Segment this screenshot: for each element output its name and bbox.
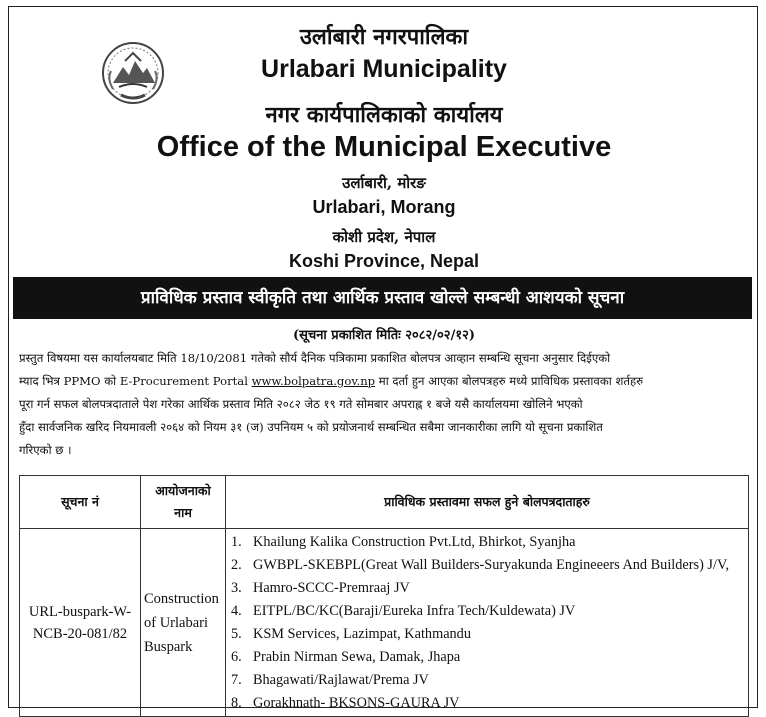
bidder-name: KSM Services, Lazimpat, Kathmandu	[253, 626, 471, 642]
bidder-number: 1.	[231, 534, 242, 550]
notice-no-line-1: URL-buspark-W-	[28, 603, 132, 620]
project-header-line-2: नाम	[174, 505, 192, 520]
list-item	[227, 600, 747, 623]
project-line-1: Construction	[144, 590, 219, 607]
bidders-header: प्राविधिक प्रस्तावमा सफल हुने बोलपत्रदाताहरु	[226, 476, 749, 529]
bidder-name: Hamro-SCCC-Premraaj JV	[253, 580, 410, 596]
body-line-2-end: मा दर्ता हुन आएका बोलपत्रहरु मध्ये प्राविधिक प्रस्तावका शर्तहरु	[375, 374, 644, 388]
notice-no-cell	[20, 529, 141, 717]
body-line-2	[19, 370, 749, 393]
bidder-name: Bhagawati/Rajlawat/Prema JV	[253, 672, 429, 688]
bidder-number: 8.	[231, 695, 242, 711]
list-item	[227, 554, 747, 577]
bidder-number: 2.	[231, 557, 242, 573]
notice-page	[8, 6, 758, 711]
list-item	[227, 577, 747, 600]
location: Urlabari, Morang	[312, 197, 456, 217]
bidders-cell	[226, 529, 749, 717]
bidder-name: Prabin Nirman Sewa, Damak, Jhapa	[253, 649, 461, 665]
bolpatra-portal-link[interactable]: www.bolpatra.gov.np	[251, 374, 376, 388]
municipality-name: Urlabari Municipality	[261, 55, 507, 83]
project-header-line-1: आयोजनाको	[155, 483, 211, 498]
list-item	[227, 692, 747, 715]
municipality-name-nepali: उर्लाबारी नगरपालिका	[299, 24, 469, 50]
list-item	[227, 623, 747, 646]
province-nepali: कोशी प्रदेश, नेपाल	[332, 228, 436, 246]
bidder-name: Khailung Kalika Construction Pvt.Ltd, Bhirkot, Syanjha	[253, 534, 576, 550]
body-line-2-start: म्याद भित्र PPMO को E-Procurement Portal	[19, 374, 252, 388]
bidder-number: 5.	[231, 626, 242, 642]
list-item	[227, 669, 747, 692]
project-line-3: Buspark	[144, 638, 193, 655]
body-line-3: पूरा गर्न सफल बोलपत्रदाताले पेश गरेका आर्थिक प्रस्ताव मिति २०८२ जेठ १९ गते सोमबार अपराह्न १ बजे यसै कार्यालयमा खोलिने भएको	[19, 397, 583, 411]
project-name-header	[141, 476, 226, 529]
location-nepali: उर्लाबारी, मोरङ	[342, 174, 426, 192]
table-row	[20, 529, 749, 717]
bidders-list	[227, 531, 747, 715]
notice-no-line-2: NCB-20-081/82	[32, 625, 128, 642]
bidder-number: 4.	[231, 603, 242, 619]
body-line-5: गरिएको छ ।	[19, 443, 72, 457]
project-name-cell	[141, 529, 226, 717]
bidder-number: 7.	[231, 672, 242, 688]
table-header-row	[20, 476, 749, 529]
project-line-2: of Urlabari	[144, 614, 209, 631]
bidders-table	[19, 475, 749, 717]
notice-no-header: सूचना नं	[20, 476, 141, 529]
bidder-name: Gorakhnath- BKSONS-GAURA JV	[253, 695, 460, 711]
body-line-1: प्रस्तुत विषयमा यस कार्यालयबाट मिति 18/10/2081 गतेको सौर्य दैनिक पत्रिकामा प्रकाशित बोलपत्र आव्हान सम्बन्धि सूचना अनुसार दिईएको	[19, 351, 611, 365]
list-item	[227, 531, 747, 554]
publish-date: (सूचना प्रकाशित मितिः २०८२/०२/१२)	[293, 328, 475, 343]
bidder-name: GWBPL-SKEBPL(Great Wall Builders-Suryakunda Engineeers And Builders) J/V,	[253, 557, 730, 573]
bidder-name: EITPL/BC/KC(Baraji/Eureka Infra Tech/Kuldewata) JV	[253, 603, 576, 619]
bidder-number: 3.	[231, 580, 242, 596]
province: Koshi Province, Nepal	[288, 251, 480, 271]
body-line-4: हुँदा सार्वजनिक खरिद नियमावली २०६४ को नियम ३१ (ज) उपनियम ५ को प्रयोजनार्थ सम्बन्धित सबैमा जानकारीका लागि यो सूचना प्रकाशित	[19, 420, 603, 434]
list-item	[227, 646, 747, 669]
notice-title-banner: प्राविधिक प्रस्ताव स्वीकृति तथा आर्थिक प्रस्ताव खोल्ले सम्बन्धी आशयको सूचना	[13, 277, 752, 319]
bidder-number: 6.	[231, 649, 242, 665]
office-name: Office of the Municipal Executive	[156, 131, 612, 163]
office-name-nepali: नगर कार्यपालिकाको कार्यालय	[265, 102, 503, 128]
letterhead	[9, 7, 759, 273]
notice-body	[19, 347, 749, 462]
